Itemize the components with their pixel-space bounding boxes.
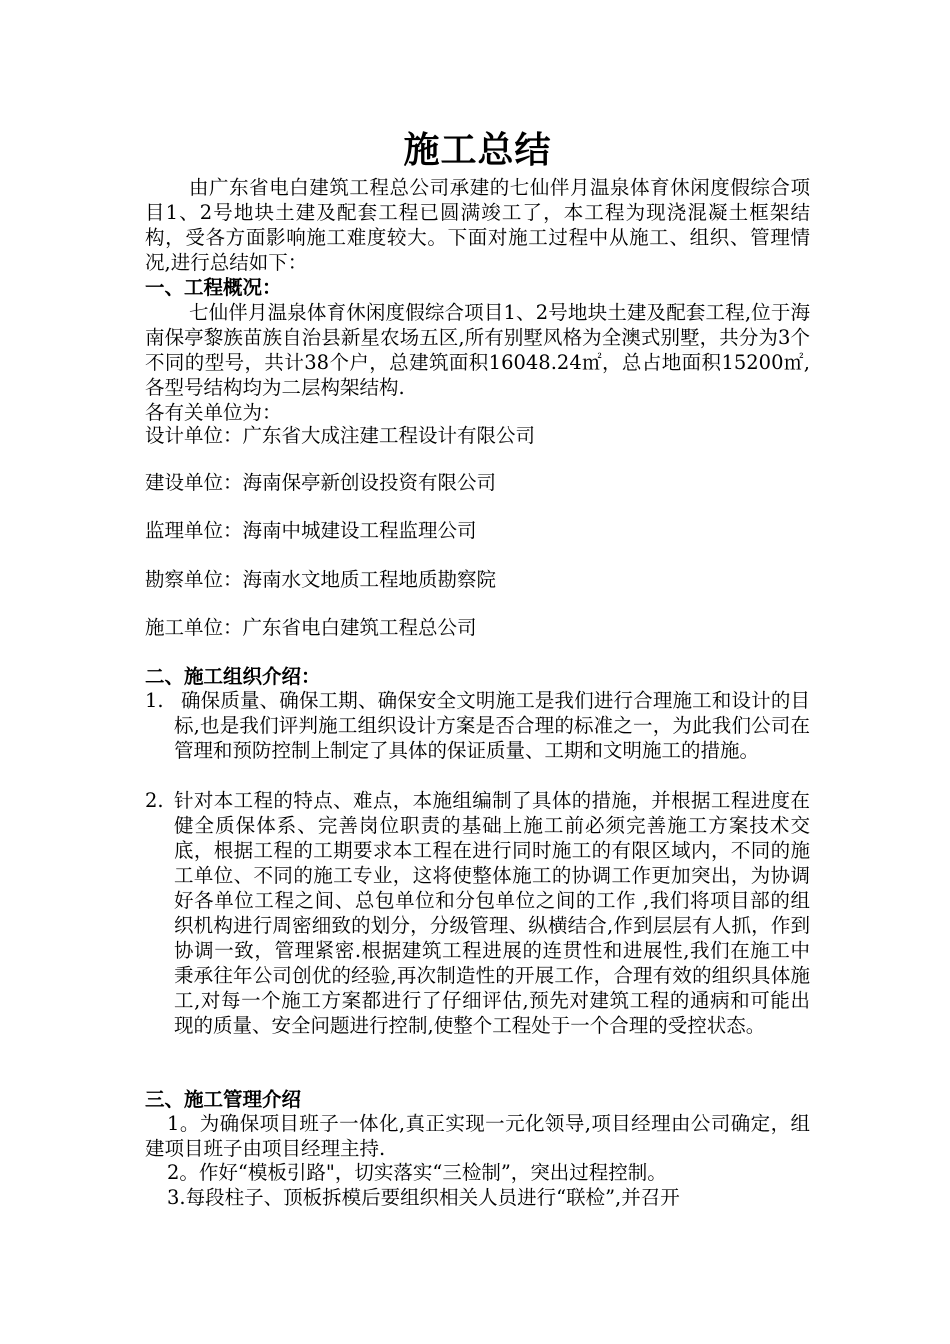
unit-supervisor: 监理单位：海南中城建设工程监理公司: [145, 519, 477, 542]
section3-item-3: 3.每段柱子、顶板拆模后要组织相关人员进行“联检”,并召开: [167, 1186, 680, 1209]
list-item-number: 1.: [145, 689, 164, 712]
section3-item-1: 1。为确保项目班子一体化,真正实现一元化领导,项目经理由公司确定，组建项目班子由项目经理主持.: [145, 1112, 810, 1160]
section2-heading: 二、施工组织介绍：: [145, 665, 321, 688]
list-item-text: 确保质量、确保工期、确保安全文明施工是我们进行合理施工和设计的目标,也是我们评判施工组织设计方案是否合理的标准之一，为此我们公司在管理和预防控制上制定了具体的保证质量、工期和文明施工的措施。: [174, 689, 810, 762]
unit-contractor: 施工单位：广东省电白建筑工程总公司: [145, 616, 477, 639]
unit-owner: 建设单位：海南保亭新创设投资有限公司: [145, 471, 497, 494]
section1-heading: 一、工程概况：: [145, 276, 282, 299]
intro-paragraph: 由广东省电白建筑工程总公司承建的七仙伴月温泉体育休闲度假综合项目1、2号地块土建及配套工程已圆满竣工了，本工程为现浇混凝土框架结构，受各方面影响施工难度较大。下面对施工过程中从施工、组织、管理情况,进行总结如下：: [145, 176, 810, 274]
unit-survey: 勘察单位：海南水文地质工程地质勘察院: [145, 568, 497, 591]
list-item: [145, 688, 810, 763]
list-item-text: 针对本工程的特点、难点，本施组编制了具体的措施，并根据工程进度在健全质保体系、完善岗位职责的基础上施工前必须完善施工方案技术交底，根据工程的工期要求本工程在进行同时施工的有限区域内，不同的施工单位、不同的施工专业，这将使整体施工的协调工作更加突出，为协调好各单位工程之间、总包单位和分包单位之间的工作 ,我们将项目部的组织机构进行周密细致的划分，分级管理、纵横结合,作到层层有人抓，作到协调一致，管理紧密.根据建筑工程进展的连贯性和进展性,我们在施工中秉承往年公司创优的经验,再次制造性的开展工作，合理有效的组织具体施工,对每一个施工方案都进行了仔细评估,预先对建筑工程的通病和可能出现的质量、安全问题进行控制,使整个工程处于一个合理的受控状态。: [174, 789, 810, 1037]
section3-heading: 三、施工管理介绍: [145, 1088, 302, 1111]
unit-design: 设计单位：广东省大成注建工程设计有限公司: [145, 424, 536, 447]
list-item-number: 2.: [145, 789, 164, 812]
section1-overview-paragraph: 七仙伴月温泉体育休闲度假综合项目1、2号地块土建及配套工程,位于海南保亭黎族苗族自治县新星农场五区,所有别墅风格为全澳式别墅，共分为3个不同的型号，共计38个户，总建筑面积16048.24㎡，总占地面积15200㎡,各型号结构均为二层构架结构.: [145, 301, 810, 399]
units-intro: 各有关单位为：: [145, 401, 282, 424]
list-item: [145, 788, 810, 1038]
section3-item-2: 2。作好“模板引路"，切实落实“三检制”，突出过程控制。: [167, 1161, 667, 1184]
document-title: 施工总结: [403, 129, 552, 171]
